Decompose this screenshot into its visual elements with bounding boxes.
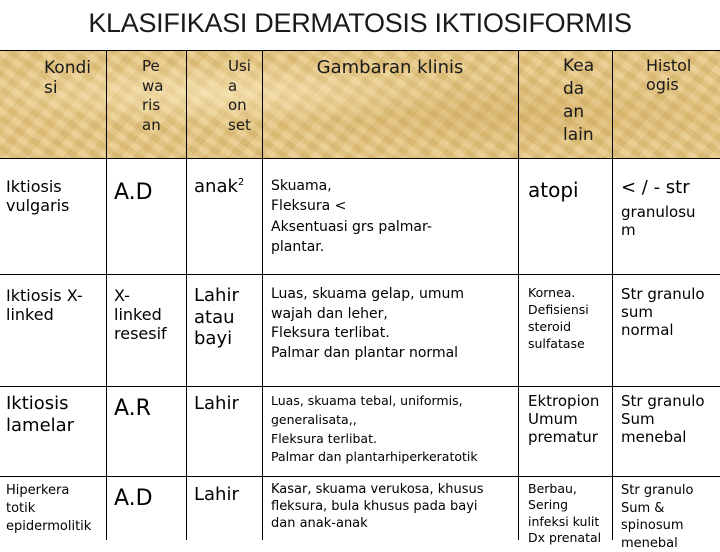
- row2-keadaan-lain: Kornea. Defisiensi steroid sulfatase: [528, 285, 589, 351]
- header-gambaran-klinis: Gambaran klinis: [316, 57, 464, 78]
- row2-pewarisan: X- linked resesif: [114, 286, 167, 344]
- column-divider-1: [106, 50, 107, 540]
- row2-kondisi: Iktiosis X- linked: [6, 286, 83, 325]
- header-histologis: Histol ogis: [646, 56, 692, 95]
- row3-usia: Lahir: [194, 393, 239, 414]
- row2-usia: Lahir atau bayi: [194, 285, 239, 350]
- row4-histologis: Str granulo Sum & spinosum menebal: [621, 483, 694, 551]
- row3-keadaan-lain: Ektropion Umum prematur: [528, 392, 600, 446]
- column-divider-3: [262, 50, 263, 540]
- row4-keadaan-lain: Berbau, Sering infeksi kulit Dx prenatal: [528, 481, 602, 545]
- header-usia-onset: Usi a on set: [228, 57, 251, 134]
- row1-gambaran-klinis: Skuama, Fleksura < Aksentuasi grs palmar- plantar.: [271, 178, 432, 255]
- row1-histologis: < / - str: [621, 177, 690, 198]
- row4-pewarisan: A.D: [114, 486, 153, 511]
- row2-gambaran-klinis: Luas, skuama gelap, umum wajah dan leher, Fleksura terlibat. Palmar dan plantar normal: [271, 286, 465, 361]
- row1-usia: anak$^2$: [194, 176, 245, 197]
- column-divider-4: [518, 50, 519, 540]
- column-divider-2: [186, 50, 187, 540]
- header-keadaan-lain: Kea da an lain: [563, 56, 595, 145]
- header-pewarisan: Pe wa ris an: [142, 57, 164, 134]
- row3-kondisi: Iktiosis lamelar: [6, 393, 75, 436]
- row1-histologis-detail: granulosu m: [621, 203, 696, 239]
- row4-gambaran-klinis: Kasar, skuama verukosa, khusus fleksura, bula khusus pada bayi dan anak-anak: [271, 482, 484, 531]
- row3-histologis: Str granulo Sum menebal: [621, 392, 705, 446]
- row1-pewarisan: A.D: [114, 180, 153, 205]
- row4-kondisi: Hiperkera totik epidermolitik: [6, 483, 92, 535]
- row3-gambaran-klinis: Luas, skuama tebal, uniformis, generalisata,, Fleksura terlibat. Palmar dan plantarhiperkeratotik: [271, 393, 478, 465]
- row1-kondisi: Iktiosis vulgaris: [6, 177, 70, 216]
- row2-histologis: Str granulo sum normal: [621, 285, 705, 339]
- page-title: KLASIFIKASI DERMATOSIS IKTIOSIFORMIS: [88, 8, 632, 38]
- row3-pewarisan: A.R: [114, 396, 151, 421]
- row1-keadaan-lain: atopi: [528, 178, 579, 202]
- row4-usia: Lahir: [194, 484, 239, 505]
- header-kondisi: Kondi si: [44, 58, 91, 99]
